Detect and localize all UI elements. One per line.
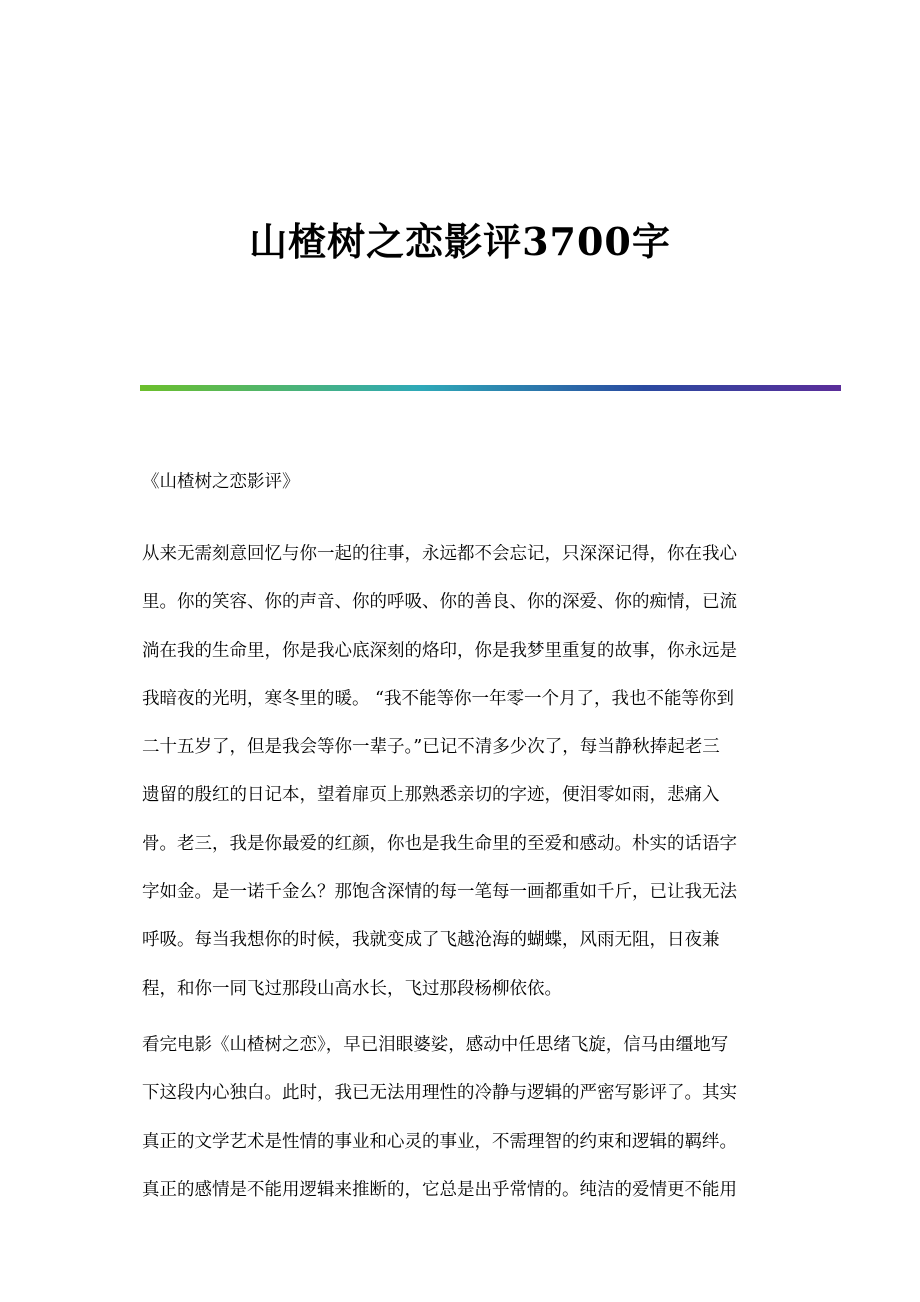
text-line: 下这段内心独白。此时，我已无法用理性的冷静与逻辑的严密写影评了。其实 [142,1083,737,1104]
text-line: 里。你的笑容、你的声音、你的呼吸、你的善良、你的深爱、你的痴情，已流 [142,592,737,613]
text-line: 字如金。是一诺千金么？那饱含深情的每一笔每一画都重如千斤，已让我无法 [142,882,737,903]
text-line: 骨。老三，我是你最爱的红颜，你也是我生命里的至爱和感动。朴实的话语字 [142,833,737,854]
text-line: 程，和你一同飞过那段山高水长，飞过那段杨柳依依。 [142,978,562,999]
paragraph-2 [142,1021,784,1214]
text-line: 呼吸。每当我想你的时候，我就变成了飞越沧海的蝴蝶，风雨无阻，日夜兼 [142,930,720,951]
paragraph-1 [142,530,784,1013]
title-divider [140,385,841,391]
text-line: 看完电影《山楂树之恋》，早已泪眼婆娑，感动中任思绪飞旋，信马由缰地写 [142,1034,729,1055]
text-line: 真正的文学艺术是性情的事业和心灵的事业，不需理智的约束和逻辑的羁绊。 [142,1131,737,1152]
document-subtitle: 《山楂树之恋影评》 [142,472,300,492]
text-line: 我暗夜的光明，寒冬里的暖。 “我不能等你一年零一个月了，我也不能等你到 [142,688,735,709]
text-line: 遗留的殷红的日记本，望着扉页上那熟悉亲切的字迹，便泪零如雨，悲痛入 [142,785,720,806]
text-line: 真正的感情是不能用逻辑来推断的，它总是出乎常情的。纯洁的爱情更不能用 [142,1179,737,1200]
text-line: 二十五岁了，但是我会等你一辈子。”已记不清多少次了，每当静秋捧起老三 [142,737,720,758]
text-line: 淌在我的生命里，你是我心底深刻的烙印，你是我梦里重复的故事，你永远是 [142,640,737,661]
text-line: 从来无需刻意回忆与你一起的往事，永远都不会忘记，只深深记得，你在我心 [142,544,737,564]
document-body [142,466,784,1222]
document-title: 山楂树之恋影评3700字 [249,219,671,264]
